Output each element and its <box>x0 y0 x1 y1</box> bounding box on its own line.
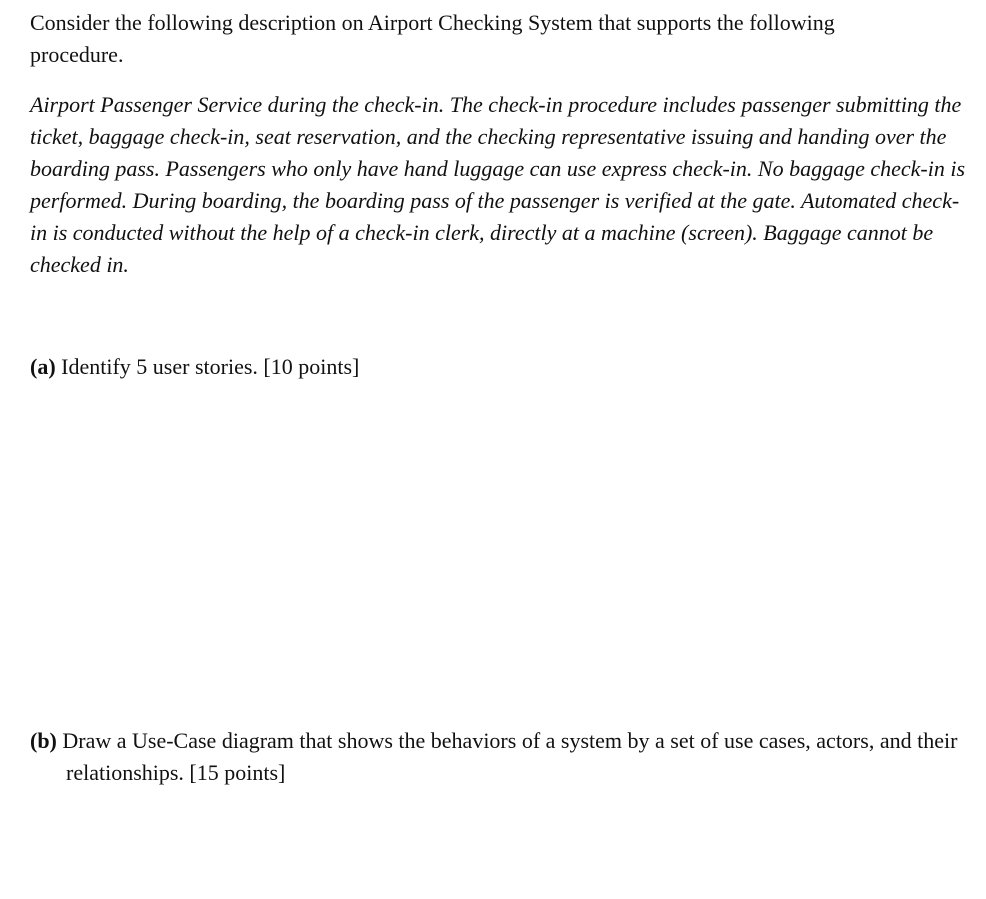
question-b <box>30 725 960 789</box>
scenario-description: Airport Passenger Service during the check-in. The check-in procedure includes passenger submitting the ticket, baggage check-in, seat reservation, and the checking representative issuing and handing over the boarding pass. Passengers who only have hand luggage can use express check-in. No baggage check-in is performed. During boarding, the boarding pass of the passenger is verified at the gate. Automated check-in is conducted without the help of a check-in clerk, directly at a machine (screen). Baggage cannot be checked in. <box>30 92 966 277</box>
question-a-text: Identify 5 user stories. [10 points] <box>61 354 360 379</box>
question-a <box>30 351 930 383</box>
intro-paragraph: Consider the following description on Airport Checking System that supports the following procedure. <box>30 10 835 67</box>
question-b-label: (b) <box>30 728 57 753</box>
question-b-text: Draw a Use-Case diagram that shows the behaviors of a system by a set of use cases, actors, and their relationships. [15 points] <box>62 728 958 785</box>
question-a-label: (a) <box>30 354 56 379</box>
